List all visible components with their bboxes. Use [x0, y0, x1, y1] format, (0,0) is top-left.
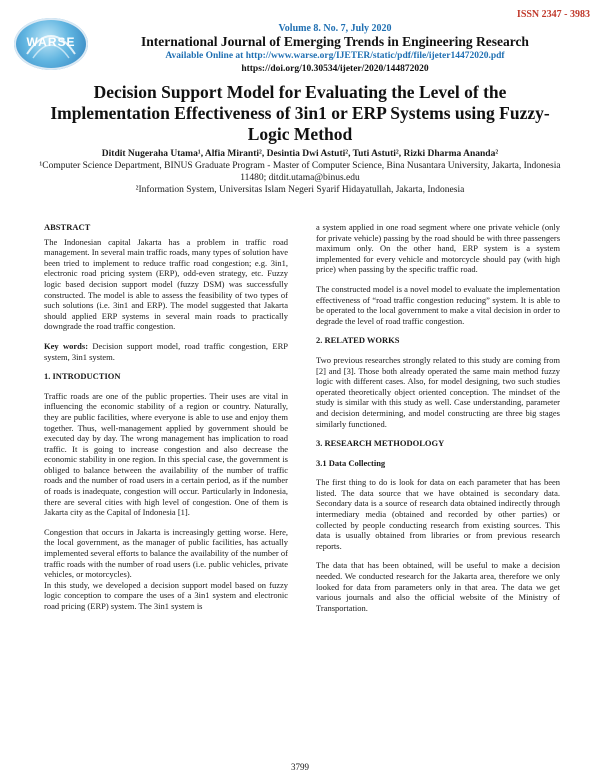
paper-title: Decision Support Model for Evaluating the Level of the Implementation Effectiveness of 3in1 or ERP Systems using Fuzzy-Logic Method: [50, 82, 550, 144]
left-column: [44, 222, 288, 621]
page-number: 3799: [291, 762, 309, 772]
related-works-paragraph: Two previous researches strongly related to this study are coming from [2] and [3]. Those both already operated the same main method fuzzy logic with different cases. Also, for model designing, two such studies operated theoretically object oriented conception. The mindset of the study is similar with this study as well. Case understanding, parameter and decision determining, and model constructing are three big stages similarly functioned.: [316, 354, 560, 429]
issn-label: ISSN 2347 - 3983: [516, 9, 590, 20]
abstract-text: The Indonesian capital Jakarta has a problem in traffic road management. In several main traffic roads, many types of solution have been tried to implement to reduce traffic road congestion; e.g. 3in1, electronic road pricing system (ERP), odd-even strategy, etc. Fuzzy logic based decision support model (fuzzy DSM) was successfully constructed. The model is able to assess the feasibility of two types of such solutions (i.e. 3in1 and ERP). The model suggested that Jakarta should applied ERP systems in several main roads to practically downgrade the road traffic congestion.: [44, 236, 288, 332]
keywords-label: Key words:: [44, 340, 89, 351]
logo-text: WARSE: [26, 35, 76, 49]
methodology-heading: 3. RESEARCH METHODOLOGY: [316, 438, 445, 449]
intro-paragraph-3: In this study, we developed a decision support model based on fuzzy logic conception to compare the uses of a 3in1 system and electronic road pricing (ERP) system. The 3in1 system is: [44, 579, 288, 611]
right-paragraph-2: The constructed model is a novel model to evaluate the implementation effectiveness of “road traffic congestion reducing” system. It is able to be operated to the local government to make a vital decision in order to degrade the level of road traffic congestion.: [316, 283, 560, 326]
intro-paragraph-2: Congestion that occurs in Jakarta is increasingly getting worse. Here, the local government, as the manager of public facilities, has actually implemented several efforts to balance the availability of the number of traffic roads with the number of road users (i.e. public vehicles, private vehicles, or motorcycles).: [44, 526, 288, 580]
related-works-heading: 2. RELATED WORKS: [316, 335, 400, 346]
data-collecting-heading: 3.1 Data Collecting: [316, 457, 386, 468]
right-column: [316, 222, 560, 622]
volume-line: Volume 8. No. 7, July 2020: [278, 23, 392, 34]
data-collecting-paragraph-2: The data that has been obtained, will be useful to make a decision needed. We conducted research for the Jakarta area, therefore we only looked for data from parameters only in that area. The data we get various journals and also the official website of the Ministry of Transportation.: [316, 560, 560, 613]
intro-heading: 1. INTRODUCTION: [44, 371, 121, 382]
available-online-link[interactable]: Available Online at http://www.warse.org/IJETER/static/pdf/file/ijeter14472020.pdf: [165, 51, 505, 61]
affiliation-2: ²Information System, Universitas Islam Negeri Syarif Hidayatullah, Jakarta, Indonesia: [135, 185, 465, 195]
right-paragraph-1: a system applied in one road segment where one private vehicle (only for private vehicle) passing by the road should be with three passengers maximum only. On the other hand, ERP system is a system implemented for every vehicle and motorcycle should pay (with high price) when passing by the specific traffic road.: [316, 222, 560, 275]
affiliation-1: ¹Computer Science Department, BINUS Graduate Program - Master of Computer Science, Bina Nusantara University, Jakarta, Indonesia 11480; ditdit.utama@binus.edu: [39, 161, 561, 183]
doi-link[interactable]: https://doi.org/10.30534/ijeter/2020/144872020: [241, 64, 429, 74]
keywords: [44, 341, 288, 362]
author-block: [30, 148, 570, 196]
abstract-heading: ABSTRACT: [44, 222, 91, 232]
keywords-text: Decision support model, road traffic congestion, ERP system, 3in1 system.: [44, 340, 288, 362]
intro-paragraph-1: Traffic roads are one of the public properties. Their uses are vital in influencing the economic stability of a region or country. Naturally, they are public facilities, where everyone is able to use and enjoy them together. Thus, well-management applied by government should be executed day by day. The wrong management has implication to road traffic. It is going to increase congestion and also decrease the economic stability in one region. In this special case, the government is obliged to balance between the availability of the number of traffic roads and the number of road users in a certain period, as if the number of roads is inadequate, congestion will occur. Particularly in Indonesia, there are several cities with high level of congestion. One of them is Jakarta city as the Capital of Indonesia [1].: [44, 390, 288, 518]
warse-logo: [14, 18, 88, 70]
author-names: Ditdit Nugeraha Utama¹, Alfia Miranti², Desintia Dwi Astuti², Tuti Astuti², Rizki Dharma Ananda²: [101, 149, 499, 159]
data-collecting-paragraph-1: The first thing to do is look for data on each parameter that has been listed. The data source that we have obtained is secondary data. Secondary data is a source of research data obtained indirectly through intermediary media (obtained and recorded by other parties) or collected by people conducting research from existing sources. This data is usually obtained from libraries or from previous research reports.: [316, 477, 560, 551]
journal-title: International Journal of Emerging Trends in Engineering Research: [141, 34, 529, 49]
